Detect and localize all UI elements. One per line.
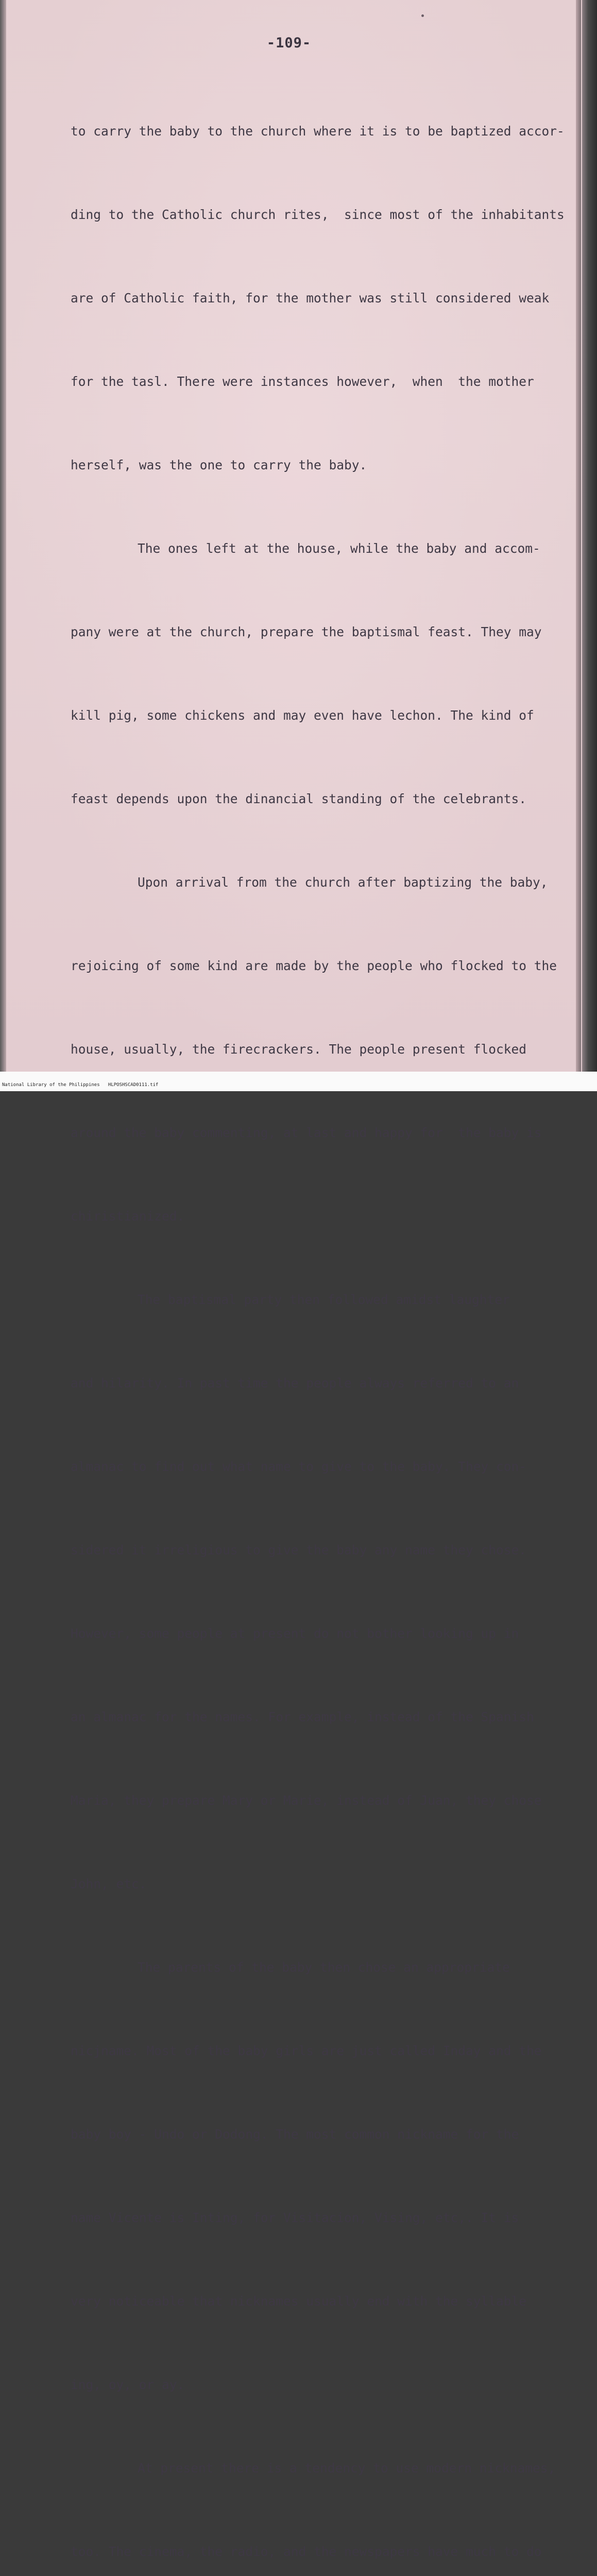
text-line: very noticeable that nicknames usually end with the syllable: [71, 2294, 527, 2309]
text-line: around the baby commenting, at last and happy for the baby is: [71, 1125, 542, 1140]
text-line: name Vicente is Inting, for Visitacion, Vising, etc,. It is: [71, 2210, 519, 2225]
paragraph-start: Upon arrival from the church after baptizing the baby,: [138, 875, 548, 890]
footer-filename: HLPOSHSCAD0111.tif: [108, 1082, 159, 1088]
text-line: sidered it irreligious to give the baby any name they chose.: [71, 1543, 527, 1557]
page-number: -109-: [266, 35, 312, 51]
text-line: for the tasl. There were instances however, when the mother: [71, 374, 534, 389]
text-line: However, some people at present do not bother looking up in: [71, 1626, 519, 1641]
text-line: feast depends upon the dinancial standing of the celebrants.: [71, 791, 527, 806]
text-line: pany were at the church, prepare the baptismal feast. They may: [71, 624, 542, 639]
text-line: to carry the baby to the church where it is to be baptized accor-: [71, 124, 565, 139]
text-line: too. The cinema, the radio, and the newspapers have much to do: [71, 2544, 542, 2559]
text-line: Maria, they prepare Mary or Marie, instead of Juan, they chose: [71, 1793, 542, 1808]
text-line: rejoicing of some kind are made by the people who flocked to the: [71, 958, 557, 973]
text-line: John, etc.: [71, 1876, 147, 1891]
footer-library: National Library of the Philippines: [2, 1082, 100, 1088]
paragraph-start: The parents of the baby then chose an appropriate: [138, 1960, 510, 1975]
paragraph-start: The baptismal party then followed amidst laughter: [138, 1292, 510, 1307]
text-line: kill pig, some chickens and may even have lechon. The kind of: [71, 708, 534, 723]
text-line: ding to the Catholic church rites, since most of the inhabitants: [71, 207, 565, 222]
text-line: and hilarity. In past time the people always referred to an: [71, 1376, 519, 1391]
text-line: almanac to find out what name to give to the baby. They con-: [71, 1459, 527, 1474]
text-line: nicjname. Most of the baby girls are just called Inday and the: [71, 2043, 542, 2058]
text-line: ing, oy, or ay.: [71, 2377, 185, 2392]
text-line: baby boy - Undo or Dodong. The most common nickname for the: [71, 2127, 519, 2142]
paragraph-start: At present there is a tendency to use modern nicknames,: [138, 2461, 556, 2476]
text-line: house, usually, the firecrackers. The people present flocked: [71, 1042, 527, 1057]
text-line: are of Catholic faith, for the mother was still considered weak: [71, 291, 550, 306]
text-line: an almanac for the names. For example, instead of the Spanish: [71, 1709, 534, 1724]
text-line: herself, was the one to carry the baby.: [71, 457, 367, 472]
binding-edge: [576, 0, 581, 1072]
text-line: chiristianized.: [71, 1209, 185, 1224]
paragraph-start: The ones left at the house, while the baby and accom-: [138, 541, 540, 556]
scan-footer: [0, 1072, 597, 1091]
body-text: [71, 62, 565, 2576]
ink-speck: [421, 14, 424, 17]
footer-caption: [2, 1082, 158, 1088]
